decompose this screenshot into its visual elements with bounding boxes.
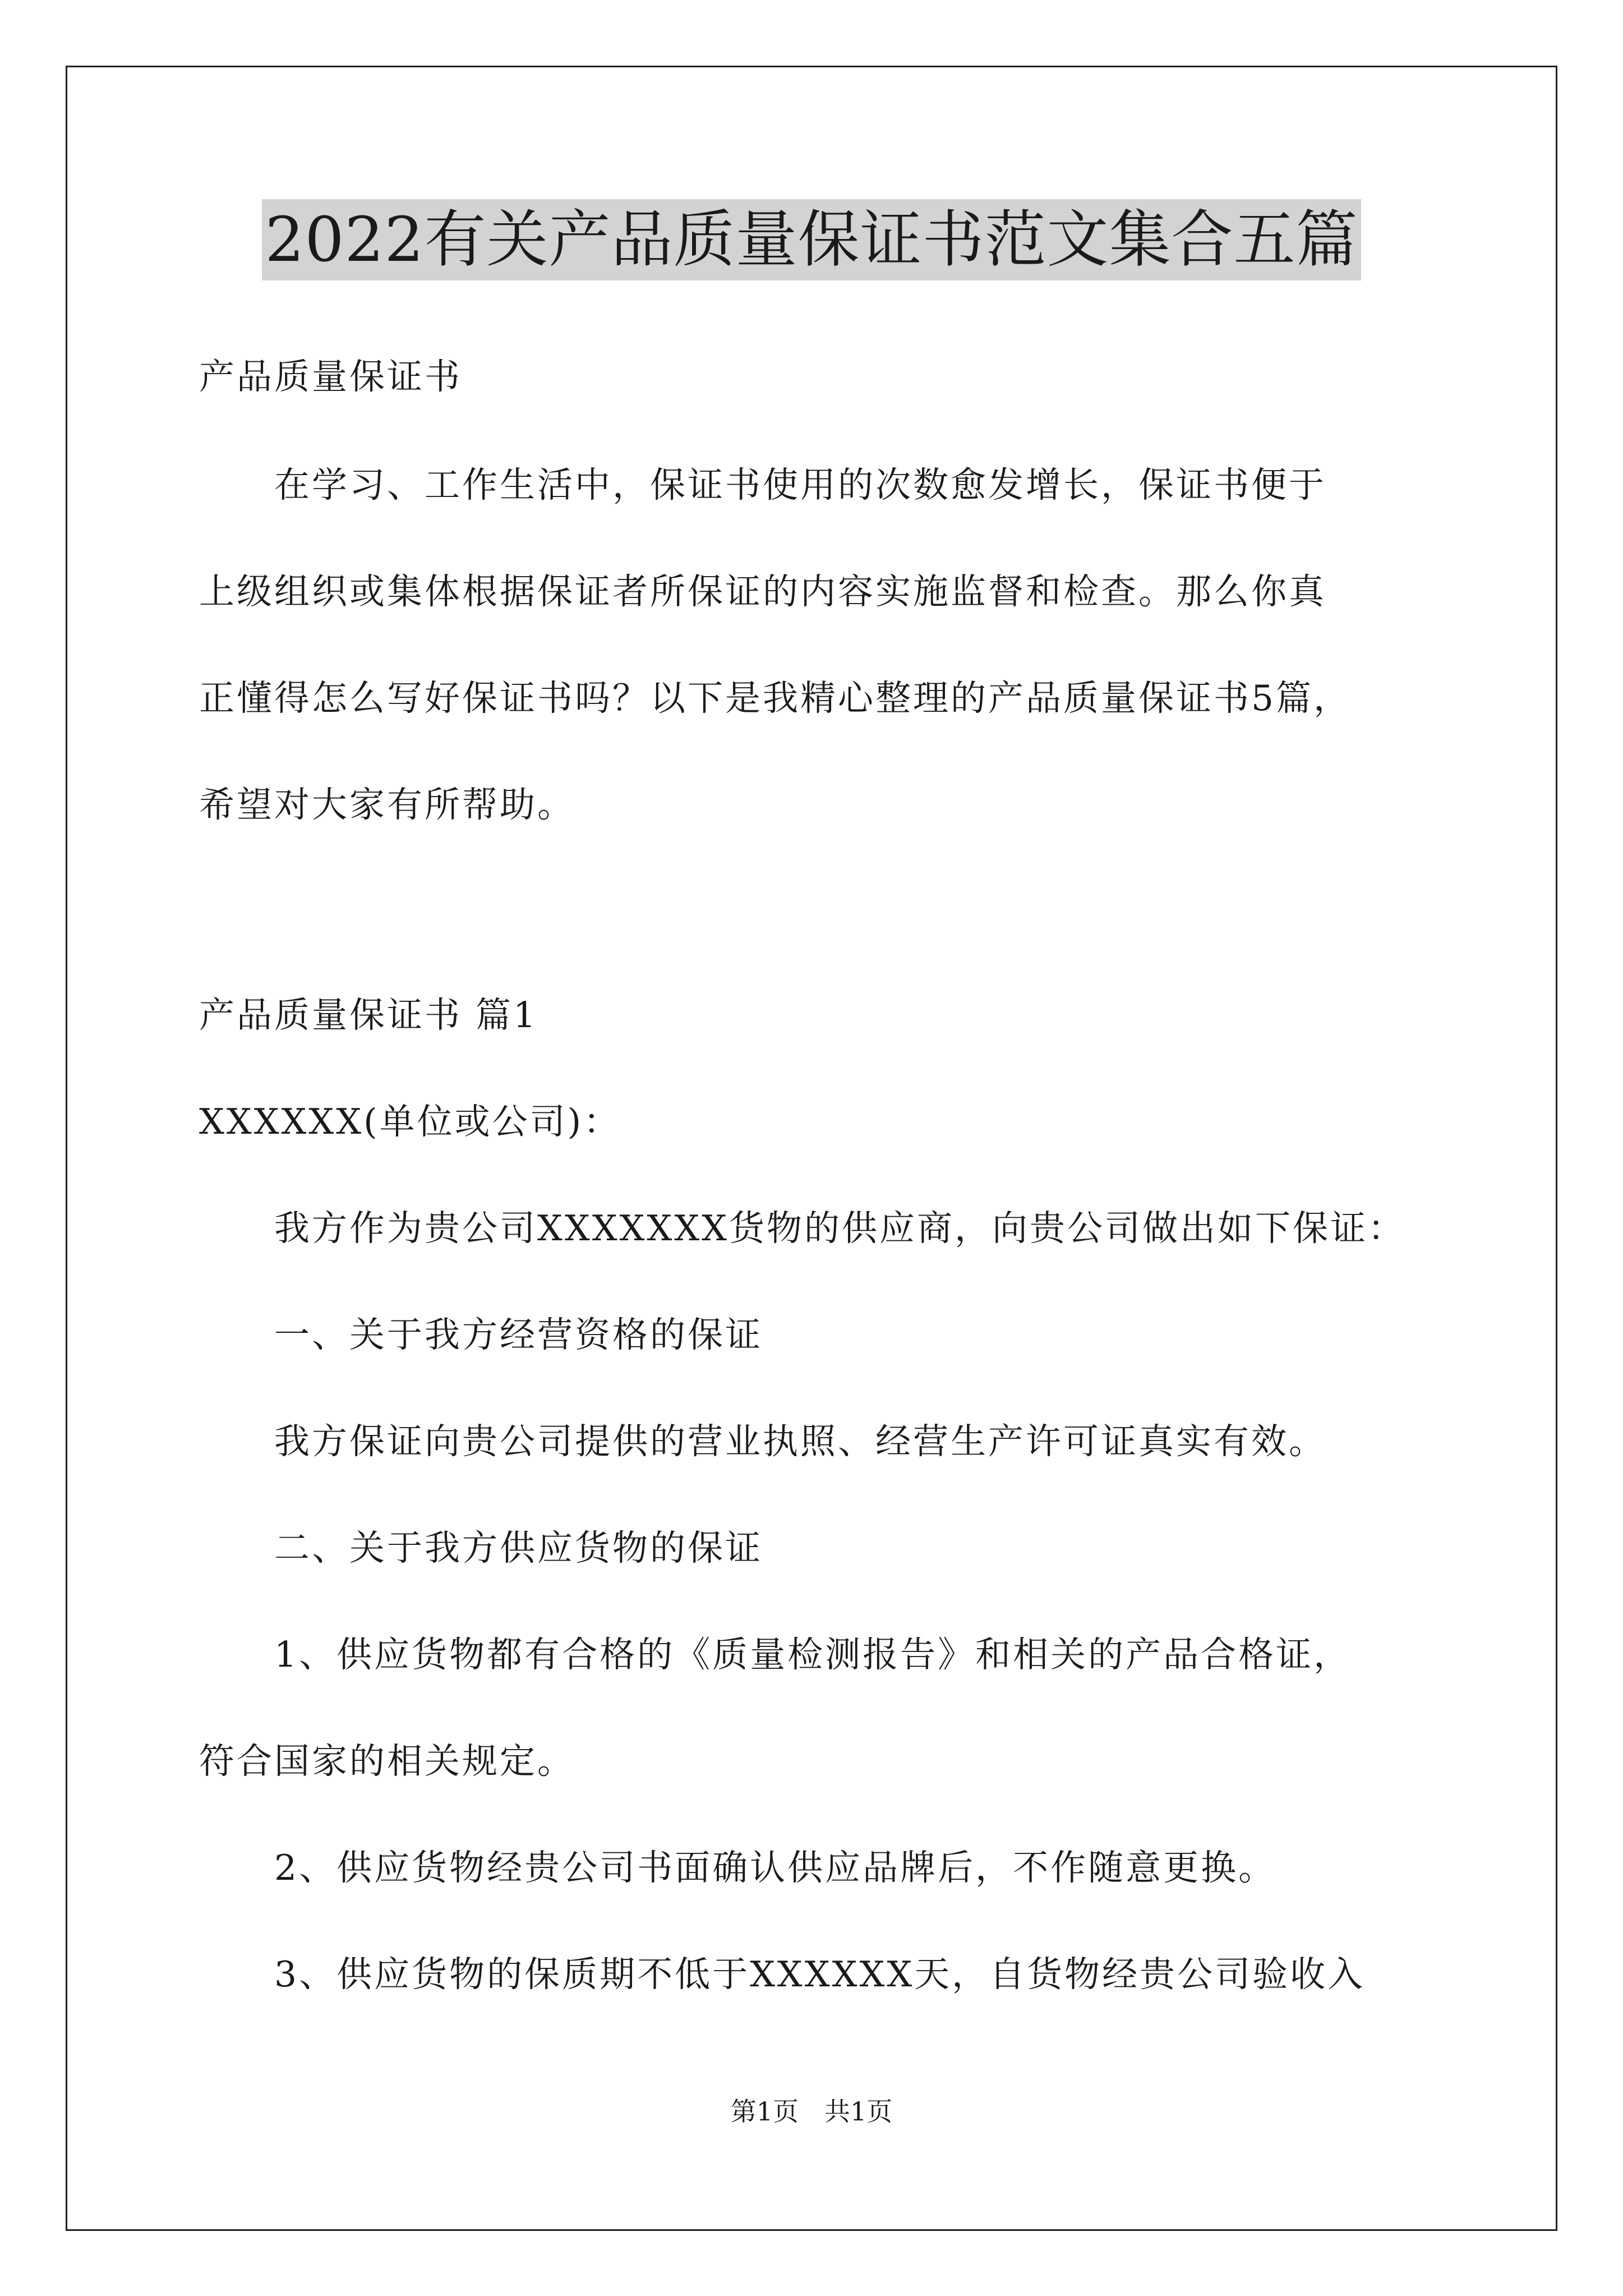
paragraph-line: 2、供应货物经贵公司书面确认供应品牌后，不作随意更换。 <box>199 1847 1276 1888</box>
paragraph-line: 我方保证向贵公司提供的营业执照、经营生产许可证真实有效。 <box>199 1421 1326 1462</box>
paragraph-line: 正懂得怎么写好保证书吗？以下是我精心整理的产品质量保证书5篇， <box>199 678 1352 719</box>
section-heading: 产品质量保证书 篇1 <box>199 995 538 1036</box>
addressee-line: XXXXXX(单位或公司)： <box>199 1101 621 1142</box>
paragraph-line: 3、供应货物的保质期不低于XXXXXX天，自货物经贵公司验收入 <box>199 1954 1366 1995</box>
document-title: 2022有关产品质量保证书范文集合五篇 <box>262 199 1362 280</box>
subheading-line: 二、关于我方供应货物的保证 <box>199 1527 763 1568</box>
section-heading: 产品质量保证书 <box>199 356 462 397</box>
paragraph-line: 希望对大家有所帮助。 <box>199 784 575 825</box>
paragraph-line: 上级组织或集体根据保证者所保证的内容实施监督和检查。那么你真 <box>199 571 1326 612</box>
subheading-line: 一、关于我方经营资格的保证 <box>199 1314 763 1355</box>
page-footer: 第1页 共1页 <box>730 2096 893 2127</box>
paragraph-line: 我方作为贵公司XXXXXXX货物的供应商，向贵公司做出如下保证： <box>199 1208 1405 1249</box>
paragraph-line: 1、供应货物都有合格的《质量检测报告》和相关的产品合格证， <box>199 1634 1352 1675</box>
paragraph-line: 在学习、工作生活中，保证书使用的次数愈发增长，保证书便于 <box>199 464 1326 505</box>
title-container <box>0 199 1623 280</box>
paragraph-line: 符合国家的相关规定。 <box>199 1741 575 1782</box>
